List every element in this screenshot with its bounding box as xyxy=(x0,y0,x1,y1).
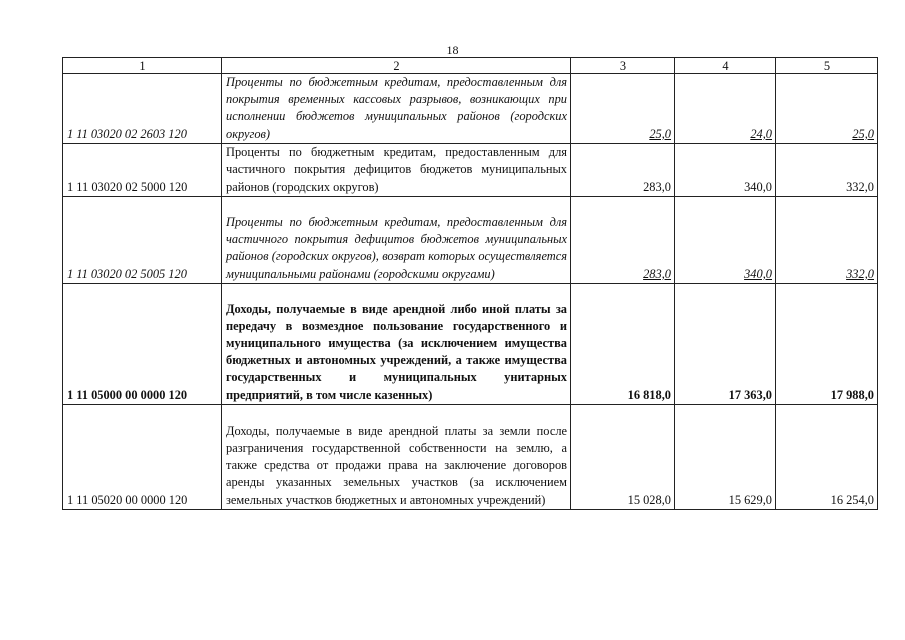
column-header-value-1: 3 xyxy=(571,58,675,74)
row-description: Проценты по бюджетным кредитам, предоставленным для покрытия временных кассовых разрывов, возникающих при исполнении бюджетов муниципальных районов (городских округов) xyxy=(222,74,571,144)
row-code: 1 11 03020 02 5005 120 xyxy=(63,196,222,283)
row-value-1: 25,0 xyxy=(571,74,675,144)
row-value-1: 283,0 xyxy=(571,196,675,283)
row-code: 1 11 03020 02 5000 120 xyxy=(63,143,222,196)
column-header-description: 2 xyxy=(222,58,571,74)
table-header-row xyxy=(63,58,878,74)
row-value-2: 340,0 xyxy=(675,143,776,196)
table-row xyxy=(63,143,878,196)
table-row xyxy=(63,74,878,144)
row-value-2: 17 363,0 xyxy=(675,283,776,404)
row-code: 1 11 03020 02 2603 120 xyxy=(63,74,222,144)
row-value-3: 332,0 xyxy=(776,143,878,196)
row-value-1: 16 818,0 xyxy=(571,283,675,404)
row-value-2: 340,0 xyxy=(675,196,776,283)
column-header-value-3: 5 xyxy=(776,58,878,74)
row-code: 1 11 05000 00 0000 120 xyxy=(63,283,222,404)
budget-table xyxy=(62,57,878,510)
row-value-2: 24,0 xyxy=(675,74,776,144)
column-header-code: 1 xyxy=(63,58,222,74)
row-description: Проценты по бюджетным кредитам, предоставленным для частичного покрытия дефицитов бюджетов муниципальных районов (городских округов) xyxy=(222,143,571,196)
row-value-3: 25,0 xyxy=(776,74,878,144)
row-value-1: 283,0 xyxy=(571,143,675,196)
table-row xyxy=(63,196,878,283)
row-value-2: 15 629,0 xyxy=(675,404,776,509)
row-description: Доходы, получаемые в виде арендной платы за земли после разграничения государственной собственности на землю, а также средства от продажи права на заключение договоров аренды указанных земельных участков (за исключением земельных участков бюджетных и автономных учреждений) xyxy=(222,404,571,509)
row-value-3: 332,0 xyxy=(776,196,878,283)
row-code: 1 11 05020 00 0000 120 xyxy=(63,404,222,509)
row-value-3: 17 988,0 xyxy=(776,283,878,404)
table-row xyxy=(63,404,878,509)
row-description: Проценты по бюджетным кредитам, предоставленным для частичного покрытия дефицитов бюджетов муниципальных районов (городских округов), возврат которых осуществляется муниципальными районами (городскими округами) xyxy=(222,196,571,283)
row-value-3: 16 254,0 xyxy=(776,404,878,509)
row-description: Доходы, получаемые в виде арендной либо иной платы за передачу в возмездное пользование государственного и муниципального имущества (за исключением имущества бюджетных и автономных учреждений, а также имущества государственных и муниципальных унитарных предприятий, в том числе казенных) xyxy=(222,283,571,404)
table-row xyxy=(63,283,878,404)
row-value-1: 15 028,0 xyxy=(571,404,675,509)
page-number: 18 xyxy=(446,43,459,57)
column-header-value-2: 4 xyxy=(675,58,776,74)
